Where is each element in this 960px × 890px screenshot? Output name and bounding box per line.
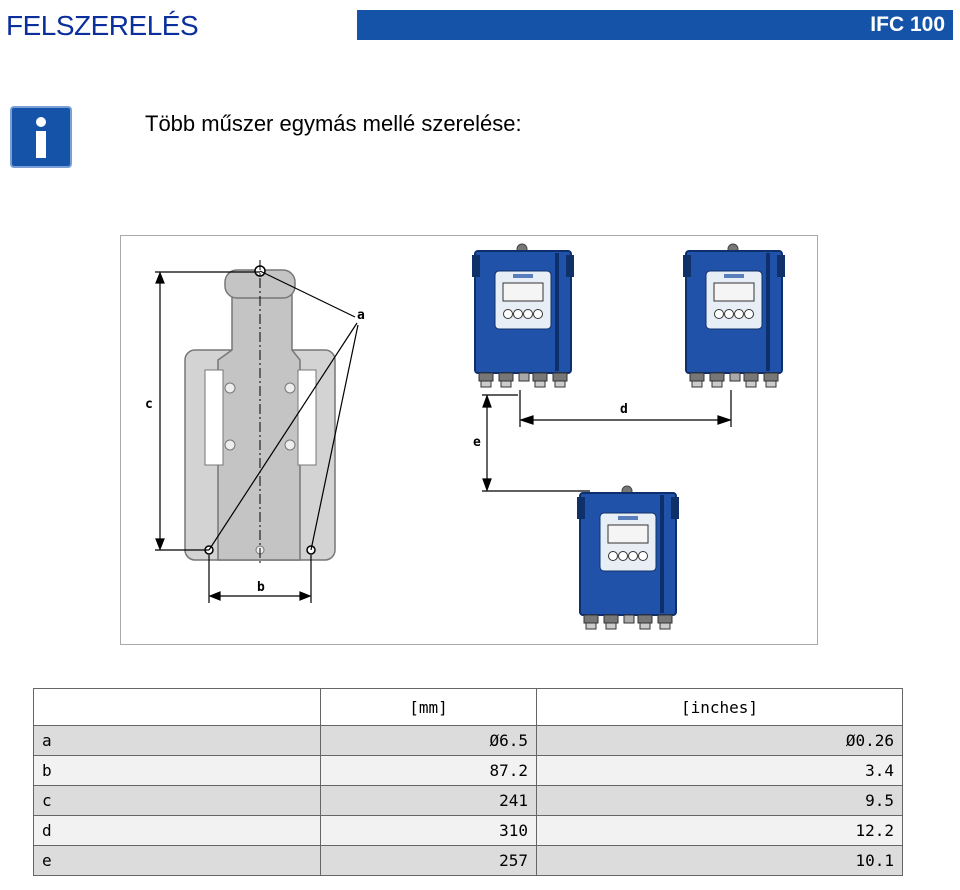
row-inches: 9.5	[537, 786, 903, 816]
row-inches: 10.1	[537, 846, 903, 876]
section-title: FELSZERELÉS	[6, 10, 199, 41]
label-b: b	[257, 580, 265, 595]
table-row	[34, 786, 903, 816]
row-inches: 3.4	[537, 756, 903, 786]
table-header-mm: [mm]	[321, 689, 537, 726]
row-inches: 12.2	[537, 816, 903, 846]
row-key: a	[34, 726, 321, 756]
table-header-inches: [inches]	[537, 689, 903, 726]
row-mm: 241	[321, 786, 537, 816]
device-top-left	[472, 244, 574, 387]
label-a: a	[357, 308, 365, 323]
dimensions-table	[33, 688, 903, 876]
table-row	[34, 846, 903, 876]
row-mm: Ø6.5	[321, 726, 537, 756]
row-key: e	[34, 846, 321, 876]
label-e: e	[473, 435, 481, 450]
table-row	[34, 816, 903, 846]
table-row	[34, 726, 903, 756]
row-mm: 87.2	[321, 756, 537, 786]
table-header-row	[34, 689, 903, 726]
label-d: d	[620, 402, 628, 417]
table-row	[34, 756, 903, 786]
product-code: IFC 100	[870, 13, 945, 36]
info-icon	[10, 106, 72, 168]
header-bar	[357, 10, 953, 40]
row-key: b	[34, 756, 321, 786]
device-top-right	[683, 244, 785, 387]
row-inches: Ø0.26	[537, 726, 903, 756]
intro-text: Több műszer egymás mellé szerelése:	[145, 111, 522, 136]
row-key: c	[34, 786, 321, 816]
row-key: d	[34, 816, 321, 846]
row-mm: 310	[321, 816, 537, 846]
table-header-key	[34, 689, 321, 726]
mounting-drawing	[120, 235, 818, 645]
row-mm: 257	[321, 846, 537, 876]
device-bottom	[577, 486, 679, 629]
label-c: c	[145, 397, 153, 412]
